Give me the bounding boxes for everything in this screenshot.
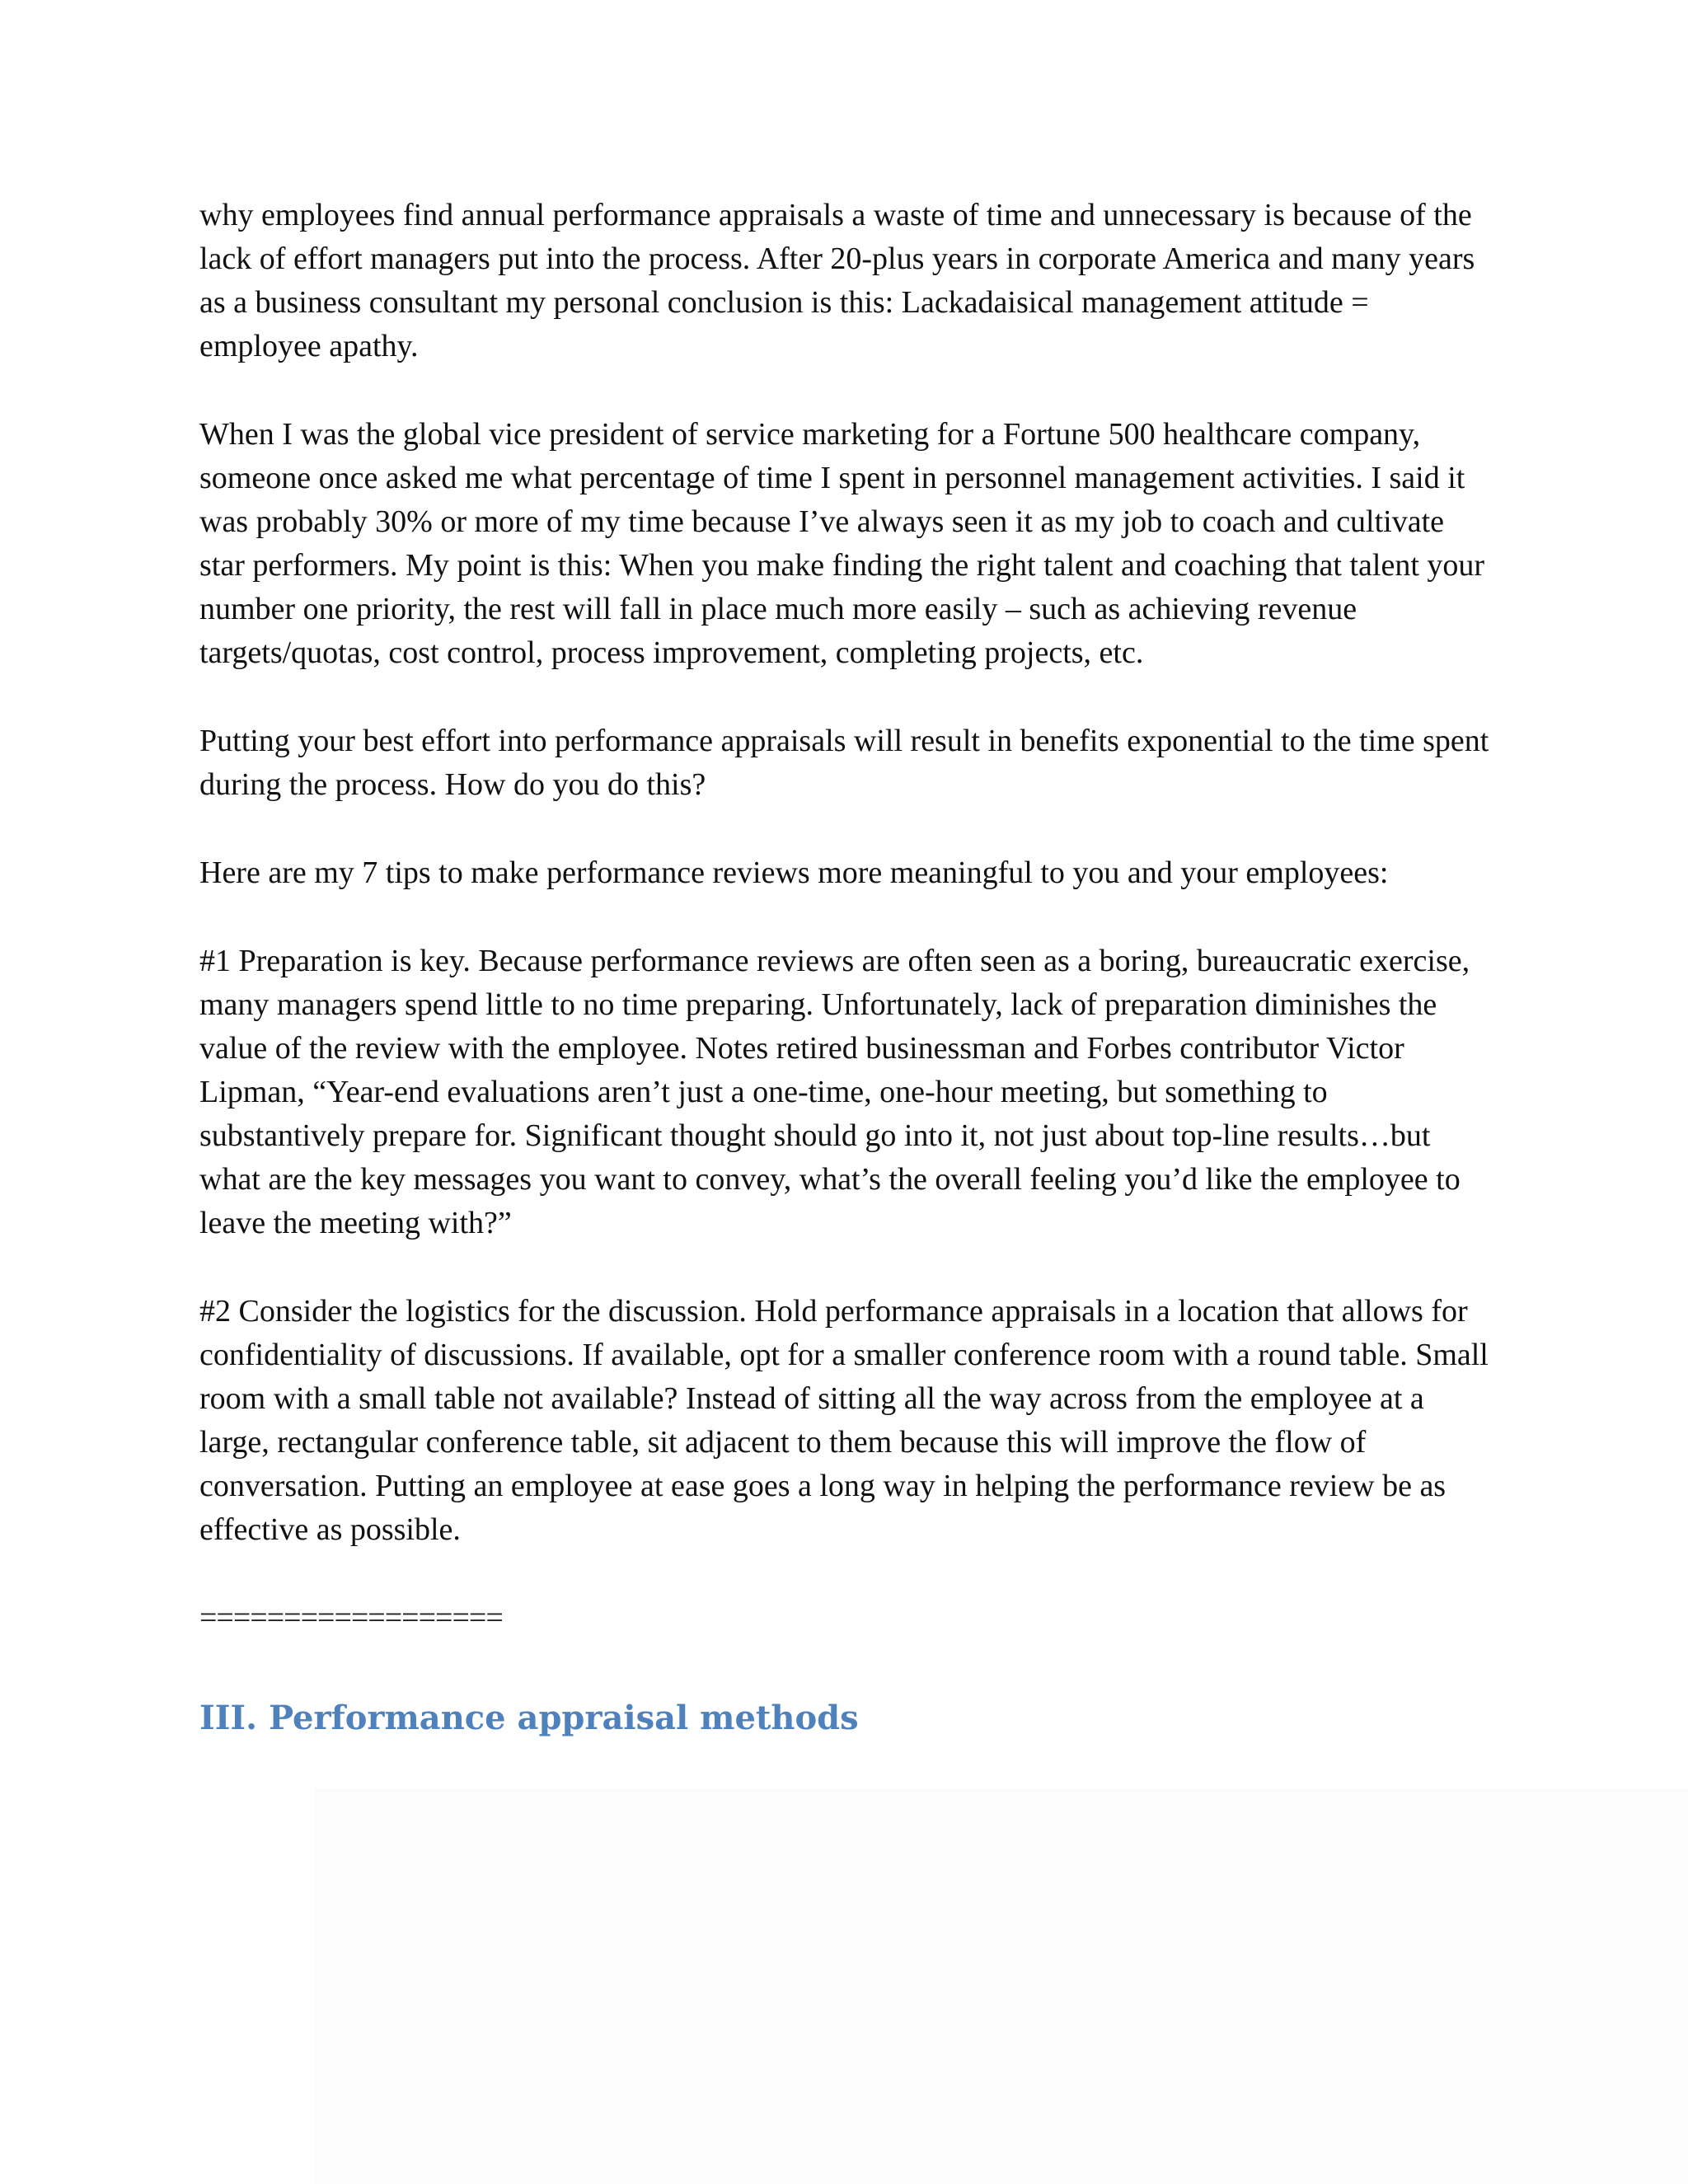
paragraph-tip-1: #1 Preparation is key. Because performance reviews are often seen as a boring, bureaucratic exercise, many managers spend little to no time preparing. Unfortunately, lack of preparation diminishes the value of the review with the employee. Notes retired businessman and Forbes contributor Victor Lipman, “Year-end evaluations aren’t just a one-time, one-hour meeting, but something to substantively prepare for. Significant thought should go into it, not just about top-line results…but what are the key messages you want to convey, what’s the overall feeling you’d like the employee to leave the meeting with?”: [199, 944, 1470, 1240]
paragraph-tip-2: #2 Consider the logistics for the discussion. Hold performance appraisals in a location that allows for confidentiality of discussions. If available, opt for a smaller conference room with a round table. Small room with a small table not available? Instead of sitting all the way across from the employee at a large, rectangular conference table, sit adjacent to them because this will improve the flow of conversation. Putting an employee at ease goes a long way in helping the performance review be as effective as possible.: [199, 1294, 1489, 1547]
paragraph-best-effort: Putting your best effort into performance appraisals will result in benefits exponential to the time spent during the process. How do you do this?: [199, 724, 1489, 802]
section-heading: III. Performance appraisal methods: [199, 1699, 859, 1737]
section-separator: ==================: [199, 1601, 503, 1635]
paragraph-vp-anecdote: When I was the global vice president of service marketing for a Fortune 500 healthcare company, someone once asked me what percentage of time I spent in personnel management activities. I said it was probably 30% or more of my time because I’ve always seen it as my job to coach and cultivate star performers. My point is this: When you make finding the right talent and coaching that talent your number one priority, the rest will fall in place much more easily – such as achieving revenue targets/quotas, cost control, process improvement, completing projects, etc.: [199, 417, 1485, 670]
paragraph-tips-intro: Here are my 7 tips to make performance reviews more meaningful to you and your employees:: [199, 855, 1389, 890]
page-shade: [315, 1788, 1688, 2184]
paragraph-intro: why employees find annual performance appraisals a waste of time and unnecessary is because of the lack of effort managers put into the process. After 20-plus years in corporate America and many years as a business consultant my personal conclusion is this: Lackadaisical management attitude = employee apathy.: [199, 198, 1475, 363]
document-body: [199, 194, 1489, 1739]
